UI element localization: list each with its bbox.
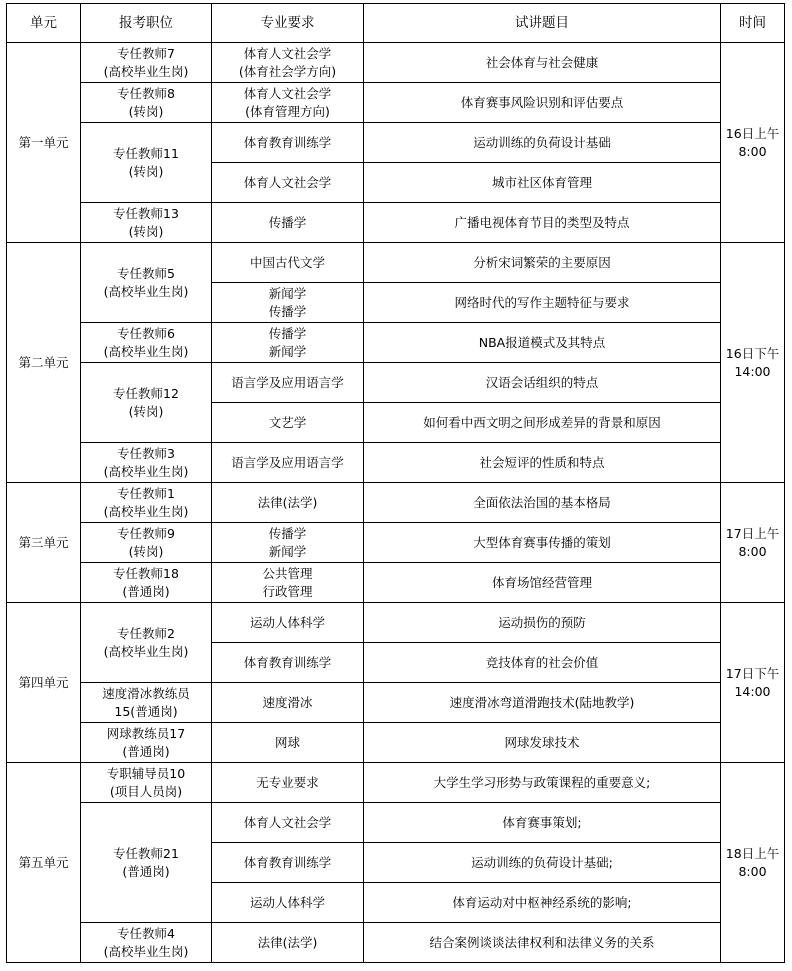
major-cell: 运动人体科学 [212,883,364,923]
time-cell: 17日上午8:00 [721,483,785,603]
major-cell: 体育教育训练学 [212,123,364,163]
topic-cell: NBA报道模式及其特点 [364,323,721,363]
post-cell: 专任教师9 (转岗) [81,523,212,563]
post-cell: 专任教师13 (转岗) [81,203,212,243]
post-cell: 专任教师11 (转岗) [81,123,212,203]
table-row [7,83,785,123]
topic-cell: 运动训练的负荷设计基础 [364,123,721,163]
table-row [7,923,785,963]
major-cell: 法律(法学) [212,923,364,963]
table-row [7,243,785,283]
time-cell: 16日上午8:00 [721,43,785,243]
post-cell: 专任教师7 (高校毕业生岗) [81,43,212,83]
topic-cell: 体育赛事风险识别和评估要点 [364,83,721,123]
post-cell: 专任教师3 (高校毕业生岗) [81,443,212,483]
major-cell: 公共管理 行政管理 [212,563,364,603]
unit-cell: 第一单元 [7,43,81,243]
table-row [7,763,785,803]
table-row [7,323,785,363]
header-topic: 试讲题目 [364,4,721,43]
post-cell: 专任教师2 (高校毕业生岗) [81,603,212,683]
table-row [7,523,785,563]
major-cell: 运动人体科学 [212,603,364,643]
major-cell: 体育人文社会学 [212,803,364,843]
post-cell: 速度滑冰教练员 15(普通岗) [81,683,212,723]
major-cell: 法律(法学) [212,483,364,523]
post-cell: 专任教师12 (转岗) [81,363,212,443]
unit-cell: 第五单元 [7,763,81,963]
major-cell: 体育人文社会学 (体育管理方向) [212,83,364,123]
post-cell: 专任教师4 (高校毕业生岗) [81,923,212,963]
major-cell: 体育人文社会学 [212,163,364,203]
exam-schedule-table [6,3,785,963]
topic-cell: 网络时代的写作主题特征与要求 [364,283,721,323]
table-row [7,683,785,723]
post-cell: 网球教练员17 (普通岗) [81,723,212,763]
table-row [7,443,785,483]
header-time: 时间 [721,4,785,43]
header-major: 专业要求 [212,4,364,43]
unit-cell: 第三单元 [7,483,81,603]
time-cell: 17日下午14:00 [721,603,785,763]
major-cell: 中国古代文学 [212,243,364,283]
topic-cell: 速度滑冰弯道滑跑技术(陆地教学) [364,683,721,723]
topic-cell: 体育运动对中枢神经系统的影响; [364,883,721,923]
topic-cell: 全面依法治国的基本格局 [364,483,721,523]
major-cell: 新闻学 传播学 [212,283,364,323]
major-cell: 传播学 新闻学 [212,523,364,563]
topic-cell: 大型体育赛事传播的策划 [364,523,721,563]
major-cell: 体育教育训练学 [212,843,364,883]
topic-cell: 运动损伤的预防 [364,603,721,643]
major-cell: 文艺学 [212,403,364,443]
major-cell: 语言学及应用语言学 [212,443,364,483]
topic-cell: 广播电视体育节目的类型及特点 [364,203,721,243]
table-row [7,803,785,843]
table-row [7,563,785,603]
header-unit: 单元 [7,4,81,43]
header-post: 报考职位 [81,4,212,43]
post-cell: 专任教师1 (高校毕业生岗) [81,483,212,523]
post-cell: 专任教师6 (高校毕业生岗) [81,323,212,363]
post-cell: 专任教师21 (普通岗) [81,803,212,923]
time-cell: 18日上午8:00 [721,763,785,963]
topic-cell: 体育场馆经营管理 [364,563,721,603]
major-cell: 网球 [212,723,364,763]
header-row [7,4,785,43]
unit-cell: 第二单元 [7,243,81,483]
post-cell: 专任教师8 (转岗) [81,83,212,123]
topic-cell: 分析宋词繁荣的主要原因 [364,243,721,283]
topic-cell: 社会短评的性质和特点 [364,443,721,483]
unit-cell: 第四单元 [7,603,81,763]
topic-cell: 运动训练的负荷设计基础; [364,843,721,883]
table-row [7,123,785,163]
table-row [7,43,785,83]
post-cell: 专任教师18 (普通岗) [81,563,212,603]
post-cell: 专任教师5 (高校毕业生岗) [81,243,212,323]
topic-cell: 竞技体育的社会价值 [364,643,721,683]
table-row [7,203,785,243]
major-cell: 语言学及应用语言学 [212,363,364,403]
topic-cell: 体育赛事策划; [364,803,721,843]
time-cell: 16日下午14:00 [721,243,785,483]
topic-cell: 网球发球技术 [364,723,721,763]
table-row [7,723,785,763]
topic-cell: 如何看中西文明之间形成差异的背景和原因 [364,403,721,443]
major-cell: 传播学 [212,203,364,243]
topic-cell: 汉语会话组织的特点 [364,363,721,403]
schedule-body [7,43,785,963]
major-cell: 体育教育训练学 [212,643,364,683]
major-cell: 传播学 新闻学 [212,323,364,363]
topic-cell: 结合案例谈谈法律权利和法律义务的关系 [364,923,721,963]
topic-cell: 大学生学习形势与政策课程的重要意义; [364,763,721,803]
table-row [7,603,785,643]
topic-cell: 社会体育与社会健康 [364,43,721,83]
topic-cell: 城市社区体育管理 [364,163,721,203]
major-cell: 无专业要求 [212,763,364,803]
table-row [7,363,785,403]
post-cell: 专职辅导员10 (项目人员岗) [81,763,212,803]
major-cell: 速度滑冰 [212,683,364,723]
table-row [7,483,785,523]
major-cell: 体育人文社会学 (体育社会学方向) [212,43,364,83]
